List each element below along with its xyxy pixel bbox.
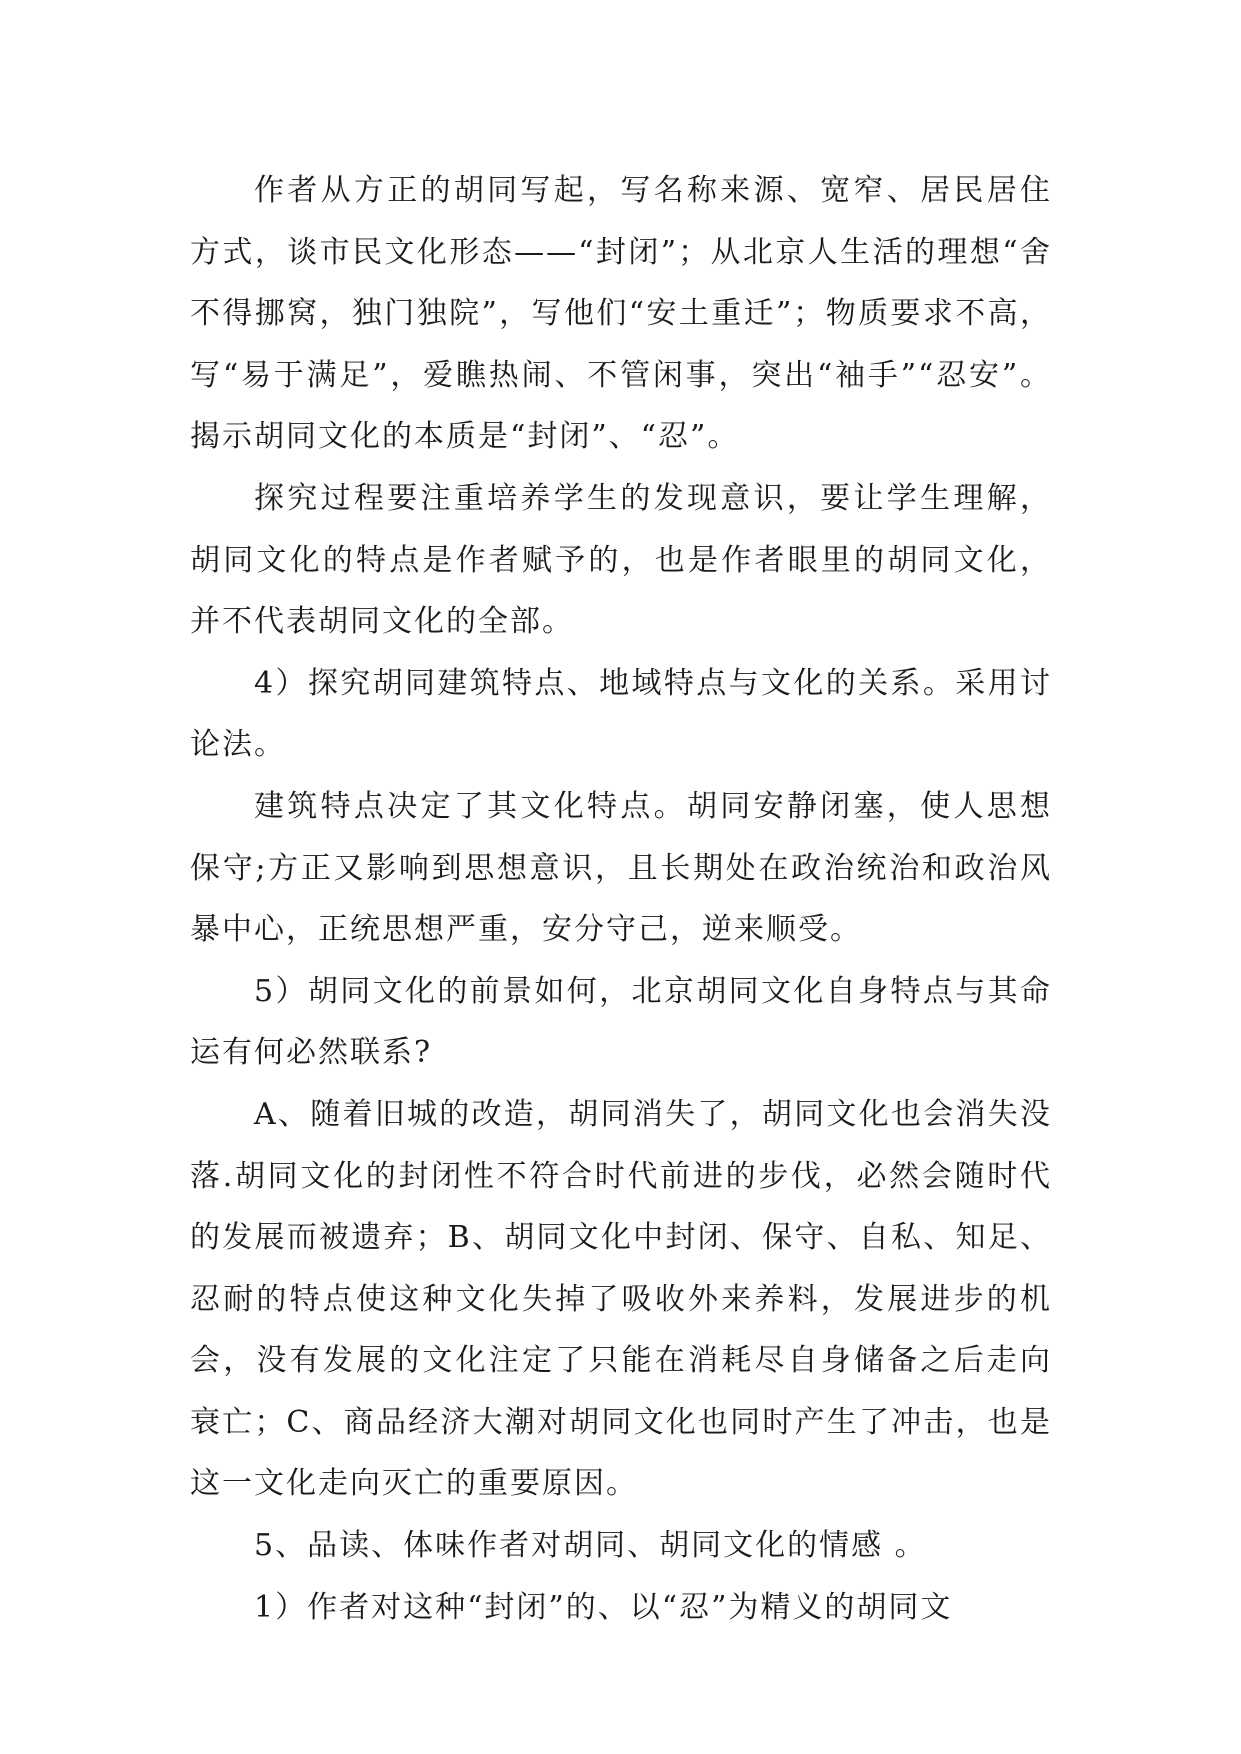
paragraph: 作者从方正的胡同写起，写名称来源、宽窄、居民居住方式，谈市民文化形态——“封闭”；从北京人生活的理想“舍不得挪窝，独门独院”，写他们“安土重迁”；物质要求不高，写“易于满足”，爱瞧热闹、不管闲事，突出“袖手”“忍安”。揭示胡同文化的本质是“封闭”、“忍”。 xyxy=(190,173,1052,455)
paragraph: 5、品读、体味作者对胡同、胡同文化的情感 。 xyxy=(254,1528,927,1564)
paragraph: 1）作者对这种“封闭”的、以“忍”为精义的胡同文 xyxy=(254,1589,953,1625)
paragraph: A、随着旧城的改造，胡同消失了，胡同文化也会消失没落.胡同文化的封闭性不符合时代前进的步伐，必然会随时代的发展而被遗弃；B、胡同文化中封闭、保守、自私、知足、忍耐的特点使这种文化失掉了吸收外来养料，发展进步的机会，没有发展的文化注定了只能在消耗尽自身储备之后走向衰亡；C、商品经济大潮对胡同文化也同时产生了冲击，也是这一文化走向灭亡的重要原因。 xyxy=(190,1096,1052,1502)
paragraph: 4）探究胡同建筑特点、地域特点与文化的关系。采用讨论法。 xyxy=(190,665,1052,763)
paragraph: 建筑特点决定了其文化特点。胡同安静闭塞，使人思想保守;方正又影响到思想意识，且长期处在政治统治和政治风暴中心，正统思想严重，安分守己，逆来顺受。 xyxy=(190,788,1052,948)
paragraph: 探究过程要注重培养学生的发现意识，要让学生理解，胡同文化的特点是作者赋予的，也是作者眼里的胡同文化，并不代表胡同文化的全部。 xyxy=(190,480,1052,640)
paragraph: 5）胡同文化的前景如何，北京胡同文化自身特点与其命运有何必然联系? xyxy=(190,973,1052,1071)
body-text xyxy=(190,160,1052,1638)
